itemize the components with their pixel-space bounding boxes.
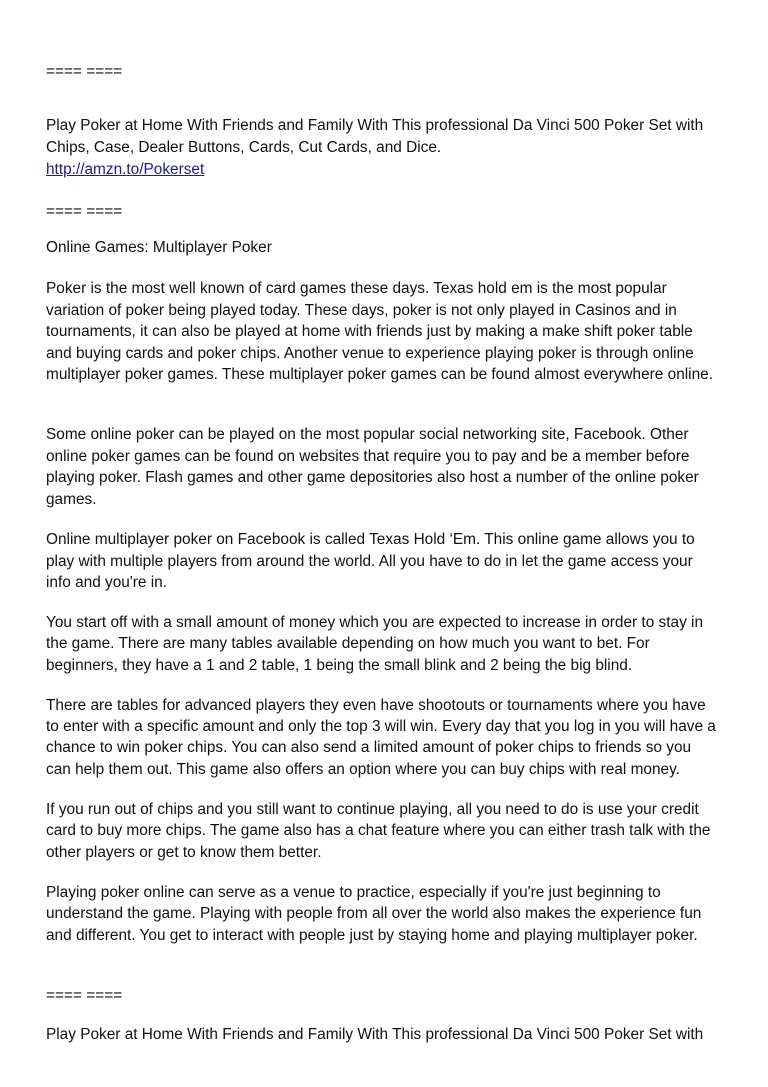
paragraph-6-line-3: other players or get to know them better. — [46, 844, 322, 861]
paragraph-4-line-2: the game. There are many tables available depending on how much you want to bet. For — [46, 635, 650, 652]
paragraph-5-line-1: There are tables for advanced players they even have shootouts or tournaments where you have — [46, 697, 706, 714]
separator-top: ==== ==== — [46, 63, 123, 80]
paragraph-5-line-4: can help them out. This game also offers an option where you can buy chips with real money. — [46, 761, 680, 778]
paragraph-1-line-3: tournaments, it can also be played at home with friends just by making a make shift poker table — [46, 323, 693, 340]
promo-bottom-line-1: Play Poker at Home With Friends and Family With This professional Da Vinci 500 Poker Set with — [46, 1026, 704, 1043]
paragraph-3-line-3: info and you're in. — [46, 574, 168, 591]
paragraph-7-line-2: understand the game. Playing with people from all over the world also makes the experience fun — [46, 905, 702, 922]
paragraph-1-line-5: multiplayer poker games. These multiplayer poker games can be found almost everywhere online. — [46, 366, 713, 383]
article-title: Online Games: Multiplayer Poker — [46, 239, 272, 256]
paragraph-5-line-3: chance to win poker chips. You can also send a limited amount of poker chips to friends so you — [46, 739, 692, 756]
promo-line-2: Chips, Case, Dealer Buttons, Cards, Cut Cards, and Dice. — [46, 139, 442, 156]
paragraph-2-line-1: Some online poker can be played on the most popular social networking site, Facebook. Other — [46, 426, 689, 443]
paragraph-1-line-4: and buying cards and poker chips. Another venue to experience playing poker is through online — [46, 345, 694, 362]
paragraph-6-line-1: If you run out of chips and you still want to continue playing, all you need to do is use your credit — [46, 801, 699, 818]
promo-link[interactable]: http://amzn.to/Pokerset — [46, 161, 205, 178]
paragraph-5-line-2: to enter with a specific amount and only the top 3 will win. Every day that you log in you will have a — [46, 718, 716, 735]
promo-line-1: Play Poker at Home With Friends and Family With This professional Da Vinci 500 Poker Set with — [46, 117, 704, 134]
paragraph-3-line-2: play with multiple players from around the world. All you have to do in let the game access your — [46, 553, 693, 570]
paragraph-6-line-2: card to buy more chips. The game also has a chat feature where you can either trash talk with the — [46, 822, 711, 839]
paragraph-2-line-3: playing poker. Flash games and other game depositories also host a number of the online poker — [46, 469, 699, 486]
paragraph-4-line-3: beginners, they have a 1 and 2 table, 1 being the small blink and 2 being the big blind. — [46, 657, 633, 674]
paragraph-1-line-1: Poker is the most well known of card games these days. Texas hold em is the most popular — [46, 280, 667, 297]
paragraph-3-line-1: Online multiplayer poker on Facebook is called Texas Hold ‘Em. This online game allows you to — [46, 531, 695, 548]
paragraph-2-line-2: online poker games can be found on websites that require you to pay and be a member before — [46, 448, 690, 465]
paragraph-4-line-1: You start off with a small amount of money which you are expected to increase in order to stay in — [46, 614, 704, 631]
paragraph-7-line-1: Playing poker online can serve as a venue to practice, especially if you're just beginning to — [46, 884, 661, 901]
paragraph-7-line-3: and different. You get to interact with people just by staying home and playing multiplayer poker. — [46, 927, 698, 944]
separator-mid: ==== ==== — [46, 203, 123, 220]
separator-bottom: ==== ==== — [46, 987, 123, 1004]
paragraph-1-line-2: variation of poker being played today. These days, poker is not only played in Casinos and in — [46, 302, 677, 319]
paragraph-2-line-4: games. — [46, 491, 97, 508]
